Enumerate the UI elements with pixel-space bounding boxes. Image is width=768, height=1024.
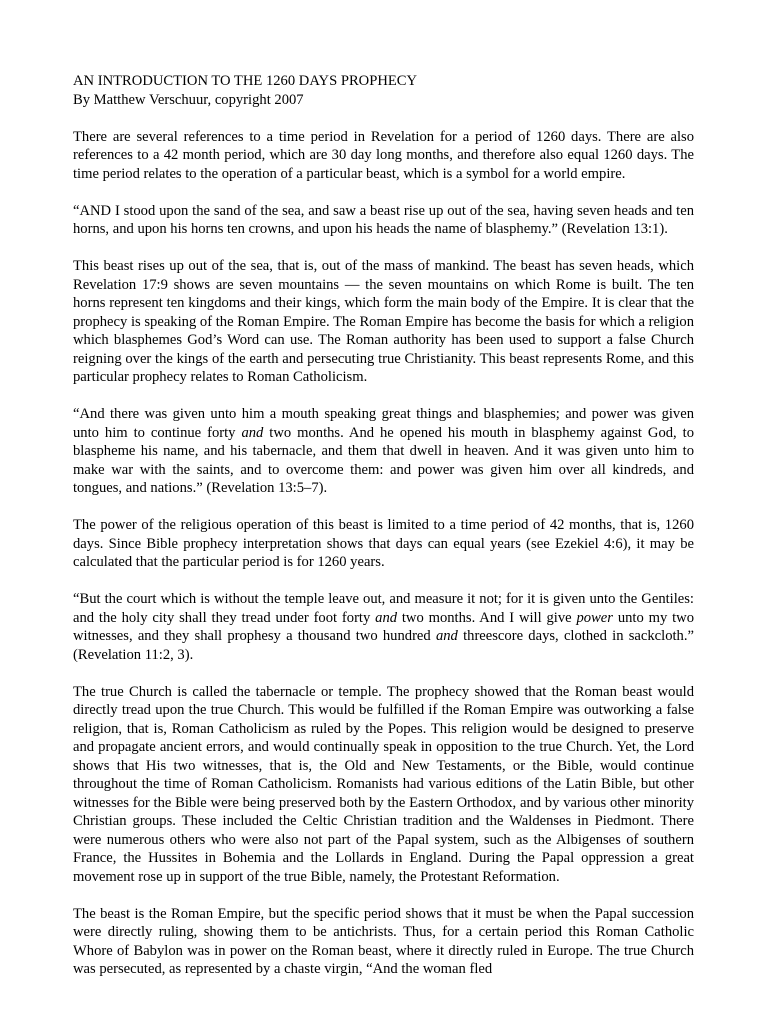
paragraph-quote-revelation-13-5: “And there was given unto him a mouth speaking great things and blasphemies; and power was given unto him to continue forty and two months. And he opened his mouth in blasphemy against God, to blaspheme his name, and his tabernacle, and them that dwell in heaven. And it was given unto him to make war with the saints, and to overcome them: and power was given him over all kindreds, and tongues, and nations.” (Revelation 13:5–7). <box>73 406 694 496</box>
paragraph-quote-revelation-13-1: “AND I stood upon the sand of the sea, and saw a beast rise up out of the sea, having seven heads and ten horns, and upon his horns ten crowns, and upon his heads the name of blasphemy.” (Revelation 13:1). <box>73 202 694 237</box>
paragraph-true-church: The true Church is called the tabernacle or temple. The prophecy showed that the Roman beast would directly tread upon the true Church. This would be fulfilled if the Roman Empire was outworking a false religion, that is, Roman Catholicism as ruled by the Popes. This religion would be designed to preserve and propagate ancient errors, and would continually speak in opposition to the true Church. Yet, the Lord shows that His two witnesses, that is, the Old and New Testaments, or the Bible, would continue throughout the time of Roman Catholicism. Romanists had various editions of the Latin Bible, but other witnesses for the Bible were being preserved both by the Eastern Orthodox, and by various other minority Christian groups. These included the Celtic Christian tradition and the Waldenses in Piedmont. There were numerous others who were also not part of the Papal system, such as the Albigenses of southern France, the Hussites in Bohemia and the Lollards in England. During the Papal oppression a great movement rose up in support of the true Bible, namely, the Protestant Reformation. <box>73 683 694 885</box>
document-title: AN INTRODUCTION TO THE 1260 DAYS PROPHECY <box>73 73 418 89</box>
paragraph-papal-succession: The beast is the Roman Empire, but the specific period shows that it must be when the Papal succession were directly ruling, showing them to be antichrists. Thus, for a certain period this Roman Catholic Whore of Babylon was in power on the Roman beast, where it directly ruled in Europe. The true Church was persecuted, as represented by a chaste virgin, “And the woman fled <box>73 905 694 977</box>
paragraph-quote-revelation-11-2: “But the court which is without the temple leave out, and measure it not; for it is given unto the Gentiles: and the holy city shall they tread under foot forty and two months. And I will give power unto my two witnesses, and they shall prophesy a thousand two hundred and threescore days, clothed in sackcloth.” (Revelation 11:2, 3). <box>73 591 694 663</box>
paragraph-time-period: The power of the religious operation of this beast is limited to a time period of 42 months, that is, 1260 days. Since Bible prophecy interpretation shows that days can equal years (see Ezekiel 4:6), it may be calculated that the particular period is for 1260 years. <box>73 517 694 570</box>
document-page <box>73 72 694 997</box>
document-byline: By Matthew Verschuur, copyright 2007 <box>73 91 304 108</box>
paragraph-beast-explanation: This beast rises up out of the sea, that is, out of the mass of mankind. The beast has seven heads, which Revelation 17:9 shows are seven mountains — the seven mountains on which Rome is built. The ten horns represent ten kingdoms and their kings, which form the main body of the Empire. It is clear that the prophecy is speaking of the Roman Empire. The Roman Empire has become the basis for which a religion which blasphemes God’s Word can use. The Roman authority has been used to support a false Church reigning over the kings of the earth and persecuting true Christianity. This beast represents Rome, and this particular prophecy relates to Roman Catholicism. <box>73 258 694 385</box>
paragraph-intro: There are several references to a time period in Revelation for a period of 1260 days. There are also references to a 42 month period, which are 30 day long months, and therefore also equal 1260 days. The time period relates to the operation of a particular beast, which is a symbol for a world empire. <box>73 128 694 182</box>
